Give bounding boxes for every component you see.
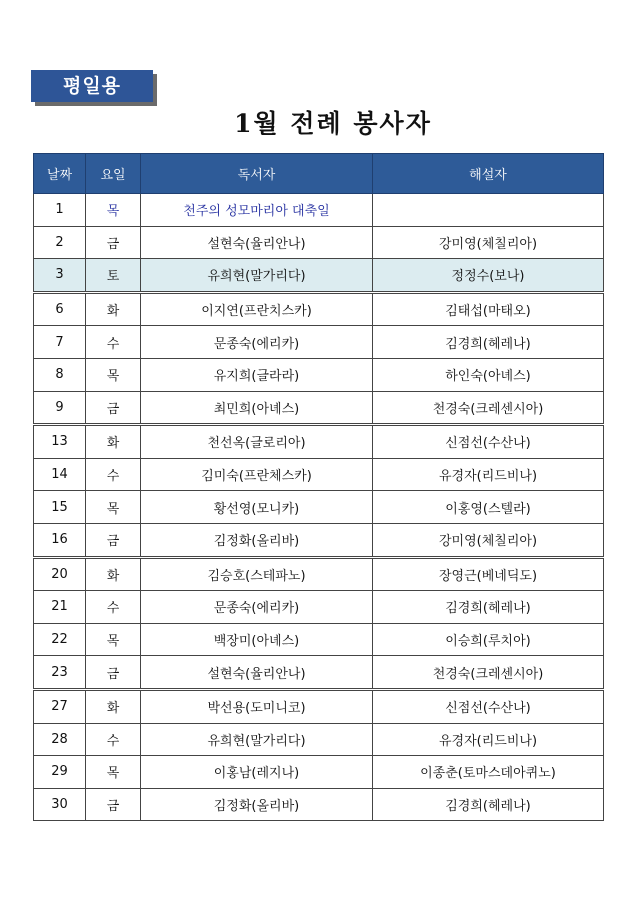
cell-day: 금 <box>86 391 141 425</box>
header-date: 날짜 <box>34 154 86 194</box>
cell-reader: 유희현(말가리다) <box>141 723 373 756</box>
cell-reader: 김정화(올리바) <box>141 523 373 557</box>
table-row <box>34 523 604 557</box>
cell-reader: 이홍남(레지나) <box>141 756 373 789</box>
table-row <box>34 788 604 821</box>
page-title: 1월 전례 봉사자 <box>234 109 432 138</box>
cell-day: 화 <box>86 425 141 459</box>
cell-reader: 백장미(아녜스) <box>141 623 373 656</box>
cell-commentator: 장영근(베네딕도) <box>373 557 604 591</box>
cell-reader: 유희현(말가리다) <box>141 259 373 293</box>
schedule-table <box>33 153 604 821</box>
table-row <box>34 425 604 459</box>
cell-day: 목 <box>86 194 141 227</box>
cell-commentator: 유경자(리드비나) <box>373 458 604 491</box>
table-row <box>34 226 604 259</box>
cell-day: 화 <box>86 292 141 326</box>
cell-date: 30 <box>34 788 86 821</box>
table-row <box>34 756 604 789</box>
table-row <box>34 292 604 326</box>
table-row <box>34 591 604 624</box>
cell-date: 22 <box>34 623 86 656</box>
cell-day: 수 <box>86 458 141 491</box>
header-day: 요일 <box>86 154 141 194</box>
cell-date: 14 <box>34 458 86 491</box>
cell-date: 3 <box>34 259 86 293</box>
cell-day: 목 <box>86 358 141 391</box>
cell-date: 15 <box>34 491 86 524</box>
cell-day: 금 <box>86 226 141 259</box>
cell-day: 목 <box>86 756 141 789</box>
cell-commentator: 천경숙(크레센시아) <box>373 656 604 690</box>
cell-reader: 유지희(글라라) <box>141 358 373 391</box>
cell-reader: 박선용(도미니코) <box>141 689 373 723</box>
cell-day: 수 <box>86 591 141 624</box>
cell-day: 금 <box>86 523 141 557</box>
cell-commentator: 김경희(헤레나) <box>373 591 604 624</box>
cell-reader: 천주의 성모마리아 대축일 <box>141 194 373 227</box>
table-row <box>34 391 604 425</box>
cell-commentator: 강미영(체칠리아) <box>373 523 604 557</box>
cell-commentator: 신점선(수산나) <box>373 425 604 459</box>
cell-commentator: 김경희(헤레나) <box>373 326 604 359</box>
cell-day: 화 <box>86 557 141 591</box>
cell-commentator: 이승희(루치아) <box>373 623 604 656</box>
cell-day: 목 <box>86 491 141 524</box>
cell-reader: 설현숙(율리안나) <box>141 226 373 259</box>
table-row <box>34 194 604 227</box>
cell-day: 수 <box>86 326 141 359</box>
cell-commentator: 하인숙(아녜스) <box>373 358 604 391</box>
cell-date: 2 <box>34 226 86 259</box>
cell-date: 27 <box>34 689 86 723</box>
cell-date: 16 <box>34 523 86 557</box>
cell-reader: 이지연(프란치스카) <box>141 292 373 326</box>
cell-commentator: 김경희(헤레나) <box>373 788 604 821</box>
cell-reader: 황선영(모니카) <box>141 491 373 524</box>
table-row <box>34 623 604 656</box>
table-row <box>34 689 604 723</box>
cell-reader: 김승호(스테파노) <box>141 557 373 591</box>
cell-reader: 김정화(올리바) <box>141 788 373 821</box>
cell-day: 금 <box>86 656 141 690</box>
cell-commentator <box>373 194 604 227</box>
cell-day: 화 <box>86 689 141 723</box>
cell-commentator: 김태섭(마태오) <box>373 292 604 326</box>
cell-commentator: 이홍영(스텔라) <box>373 491 604 524</box>
cell-commentator: 천경숙(크레센시아) <box>373 391 604 425</box>
cell-date: 13 <box>34 425 86 459</box>
header-commentator: 해설자 <box>373 154 604 194</box>
table-row <box>34 358 604 391</box>
cell-commentator: 정정수(보나) <box>373 259 604 293</box>
table-row <box>34 656 604 690</box>
cell-date: 8 <box>34 358 86 391</box>
badge <box>31 70 159 108</box>
cell-date: 23 <box>34 656 86 690</box>
badge-label: 평일용 <box>31 70 153 102</box>
cell-reader: 최민희(아녜스) <box>141 391 373 425</box>
cell-commentator: 신점선(수산나) <box>373 689 604 723</box>
cell-reader: 김미숙(프란체스카) <box>141 458 373 491</box>
cell-day: 목 <box>86 623 141 656</box>
cell-day: 수 <box>86 723 141 756</box>
cell-reader: 천선옥(글로리아) <box>141 425 373 459</box>
table-row <box>34 723 604 756</box>
cell-day: 토 <box>86 259 141 293</box>
cell-reader: 설현숙(율리안나) <box>141 656 373 690</box>
cell-day: 금 <box>86 788 141 821</box>
cell-date: 7 <box>34 326 86 359</box>
cell-commentator: 이종춘(토마스데아퀴노) <box>373 756 604 789</box>
cell-commentator: 강미영(체칠리아) <box>373 226 604 259</box>
cell-reader: 문종숙(에리카) <box>141 591 373 624</box>
table-row <box>34 491 604 524</box>
cell-date: 9 <box>34 391 86 425</box>
table-row <box>34 557 604 591</box>
cell-date: 21 <box>34 591 86 624</box>
table-row <box>34 326 604 359</box>
cell-commentator: 유경자(리드비나) <box>373 723 604 756</box>
table-body <box>34 194 604 821</box>
cell-date: 28 <box>34 723 86 756</box>
table-row <box>34 259 604 293</box>
header-reader: 독서자 <box>141 154 373 194</box>
cell-reader: 문종숙(에리카) <box>141 326 373 359</box>
table-header-row <box>34 154 604 194</box>
table-row <box>34 458 604 491</box>
cell-date: 6 <box>34 292 86 326</box>
cell-date: 20 <box>34 557 86 591</box>
cell-date: 29 <box>34 756 86 789</box>
cell-date: 1 <box>34 194 86 227</box>
